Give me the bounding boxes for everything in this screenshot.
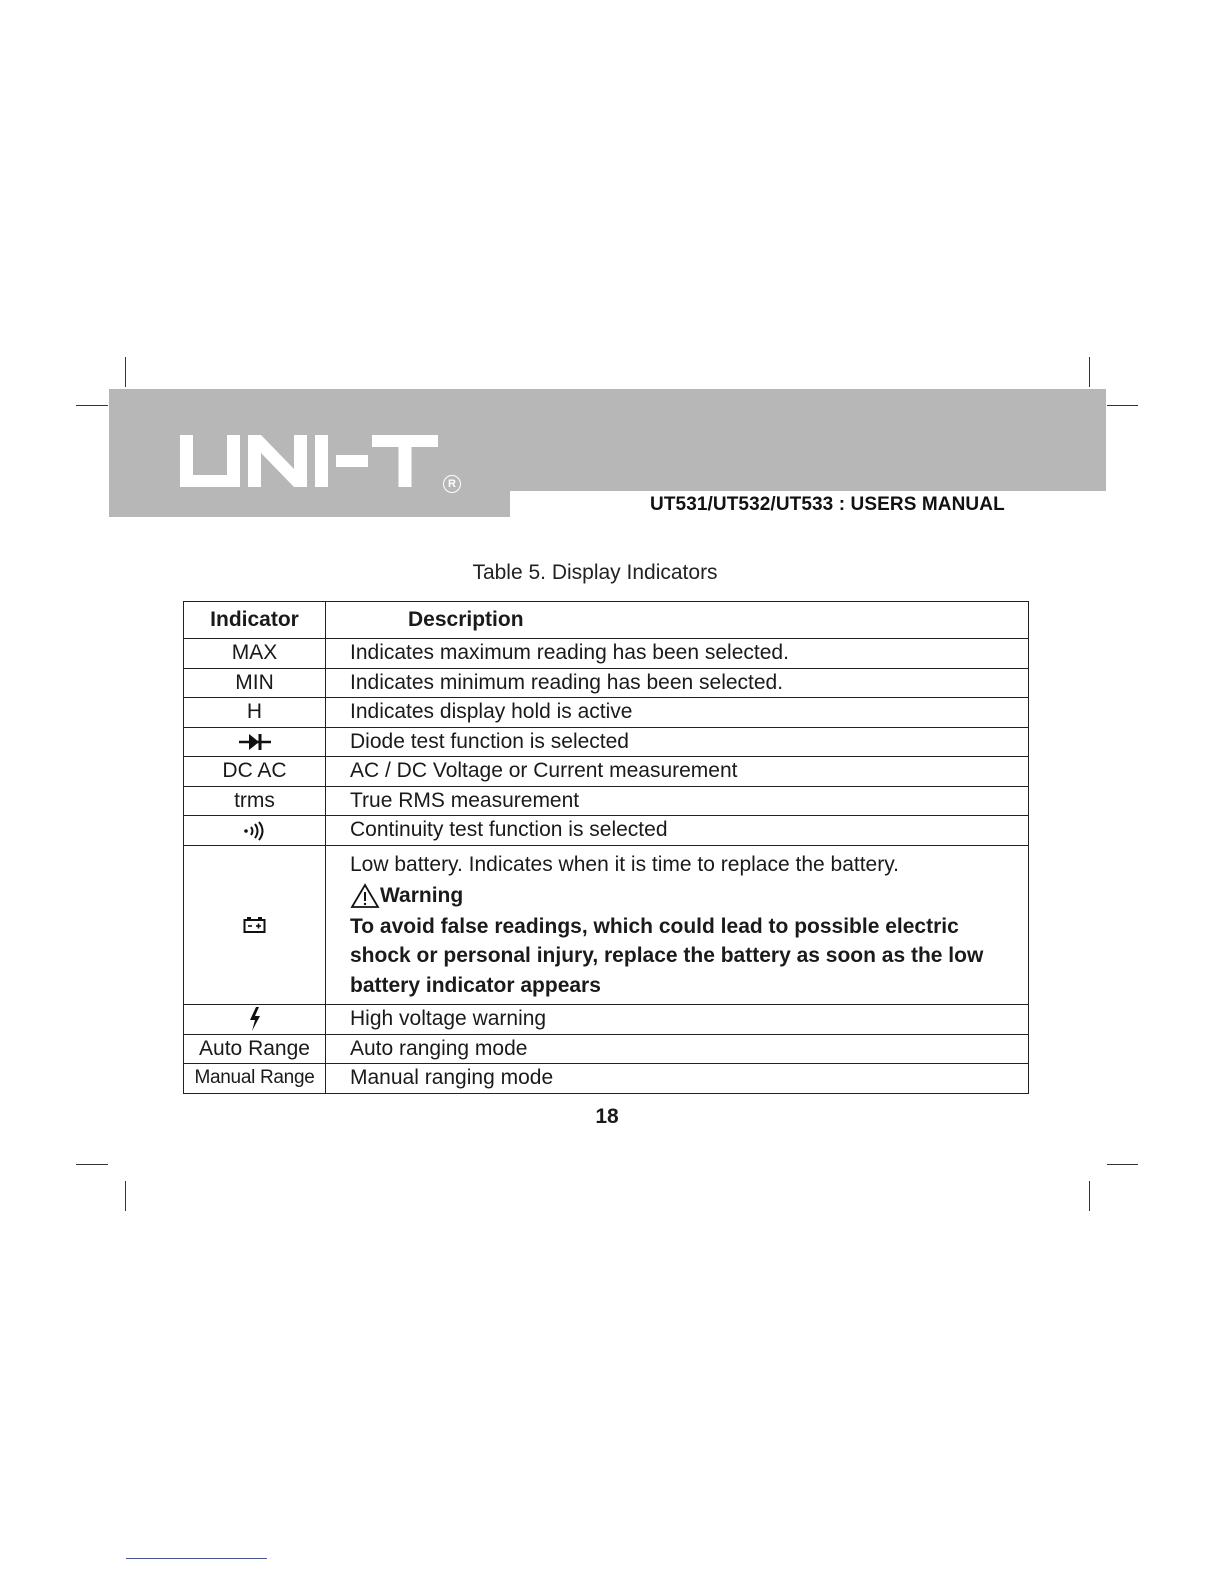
indicator-cell: DC AC bbox=[184, 757, 326, 787]
low-battery-description: Low battery. Indicates when it is time to replace the battery. bbox=[350, 852, 899, 876]
crop-mark bbox=[76, 405, 108, 406]
crop-mark bbox=[125, 1181, 126, 1211]
footer-rule bbox=[126, 1558, 267, 1559]
uni-t-logo bbox=[176, 425, 446, 497]
indicator-cell: MIN bbox=[184, 668, 326, 698]
table-row bbox=[184, 668, 1029, 698]
description-cell: AC / DC Voltage or Current measurement bbox=[326, 757, 1029, 787]
registered-mark: R bbox=[443, 475, 461, 493]
description-cell: Indicates display hold is active bbox=[326, 698, 1029, 728]
crop-mark bbox=[1107, 1164, 1138, 1165]
page-number: 18 bbox=[595, 1105, 619, 1128]
description-cell: Manual ranging mode bbox=[326, 1064, 1029, 1094]
continuity-icon bbox=[243, 821, 267, 841]
description-cell: Indicates maximum reading has been selected. bbox=[326, 639, 1029, 669]
warning-triangle-icon bbox=[350, 883, 380, 909]
indicator-cell bbox=[184, 727, 326, 757]
table-caption: Table 5. Display Indicators bbox=[472, 561, 718, 584]
indicator-cell bbox=[184, 1005, 326, 1035]
crop-mark bbox=[1089, 357, 1090, 387]
table-row bbox=[184, 1034, 1029, 1064]
table-row bbox=[184, 639, 1029, 669]
crop-mark bbox=[1107, 405, 1138, 406]
table-row-battery bbox=[184, 845, 1029, 1005]
table-header-row bbox=[184, 602, 1029, 639]
description-cell: Diode test function is selected bbox=[326, 727, 1029, 757]
indicator-cell bbox=[184, 816, 326, 846]
indicator-cell: Manual Range bbox=[184, 1064, 326, 1094]
description-cell: Continuity test function is selected bbox=[326, 816, 1029, 846]
table-row bbox=[184, 1005, 1029, 1035]
battery-icon bbox=[243, 916, 267, 934]
crop-mark bbox=[125, 357, 126, 387]
indicator-cell: MAX bbox=[184, 639, 326, 669]
description-cell bbox=[326, 845, 1029, 1005]
warning-text-line: shock or personal injury, replace the battery as soon as the low bbox=[350, 944, 984, 967]
indicator-cell: Auto Range bbox=[184, 1034, 326, 1064]
table-row bbox=[184, 757, 1029, 787]
high-voltage-icon bbox=[247, 1006, 263, 1032]
indicator-cell: H bbox=[184, 698, 326, 728]
diode-icon bbox=[238, 732, 272, 752]
indicator-cell bbox=[184, 845, 326, 1005]
warning-heading bbox=[350, 880, 1028, 912]
warning-title: Warning bbox=[380, 883, 464, 907]
table-row bbox=[184, 698, 1029, 728]
column-header-indicator: Indicator bbox=[184, 602, 326, 639]
table-row bbox=[184, 727, 1029, 757]
description-cell: High voltage warning bbox=[326, 1005, 1029, 1035]
table-row bbox=[184, 786, 1029, 816]
manual-title: UT531/UT532/UT533 : USERS MANUAL bbox=[650, 494, 1005, 515]
crop-mark bbox=[1089, 1181, 1090, 1211]
crop-mark bbox=[76, 1164, 108, 1165]
table-row bbox=[184, 816, 1029, 846]
table-row bbox=[184, 1064, 1029, 1094]
description-cell: Indicates minimum reading has been selected. bbox=[326, 668, 1029, 698]
description-cell: True RMS measurement bbox=[326, 786, 1029, 816]
warning-text-line: battery indicator appears bbox=[350, 973, 601, 997]
column-header-description: Description bbox=[326, 602, 1029, 639]
warning-text-line: To avoid false readings, which could lead to possible electric bbox=[350, 914, 959, 938]
indicator-cell: trms bbox=[184, 786, 326, 816]
display-indicators-table bbox=[183, 601, 1029, 1094]
description-cell: Auto ranging mode bbox=[326, 1034, 1029, 1064]
